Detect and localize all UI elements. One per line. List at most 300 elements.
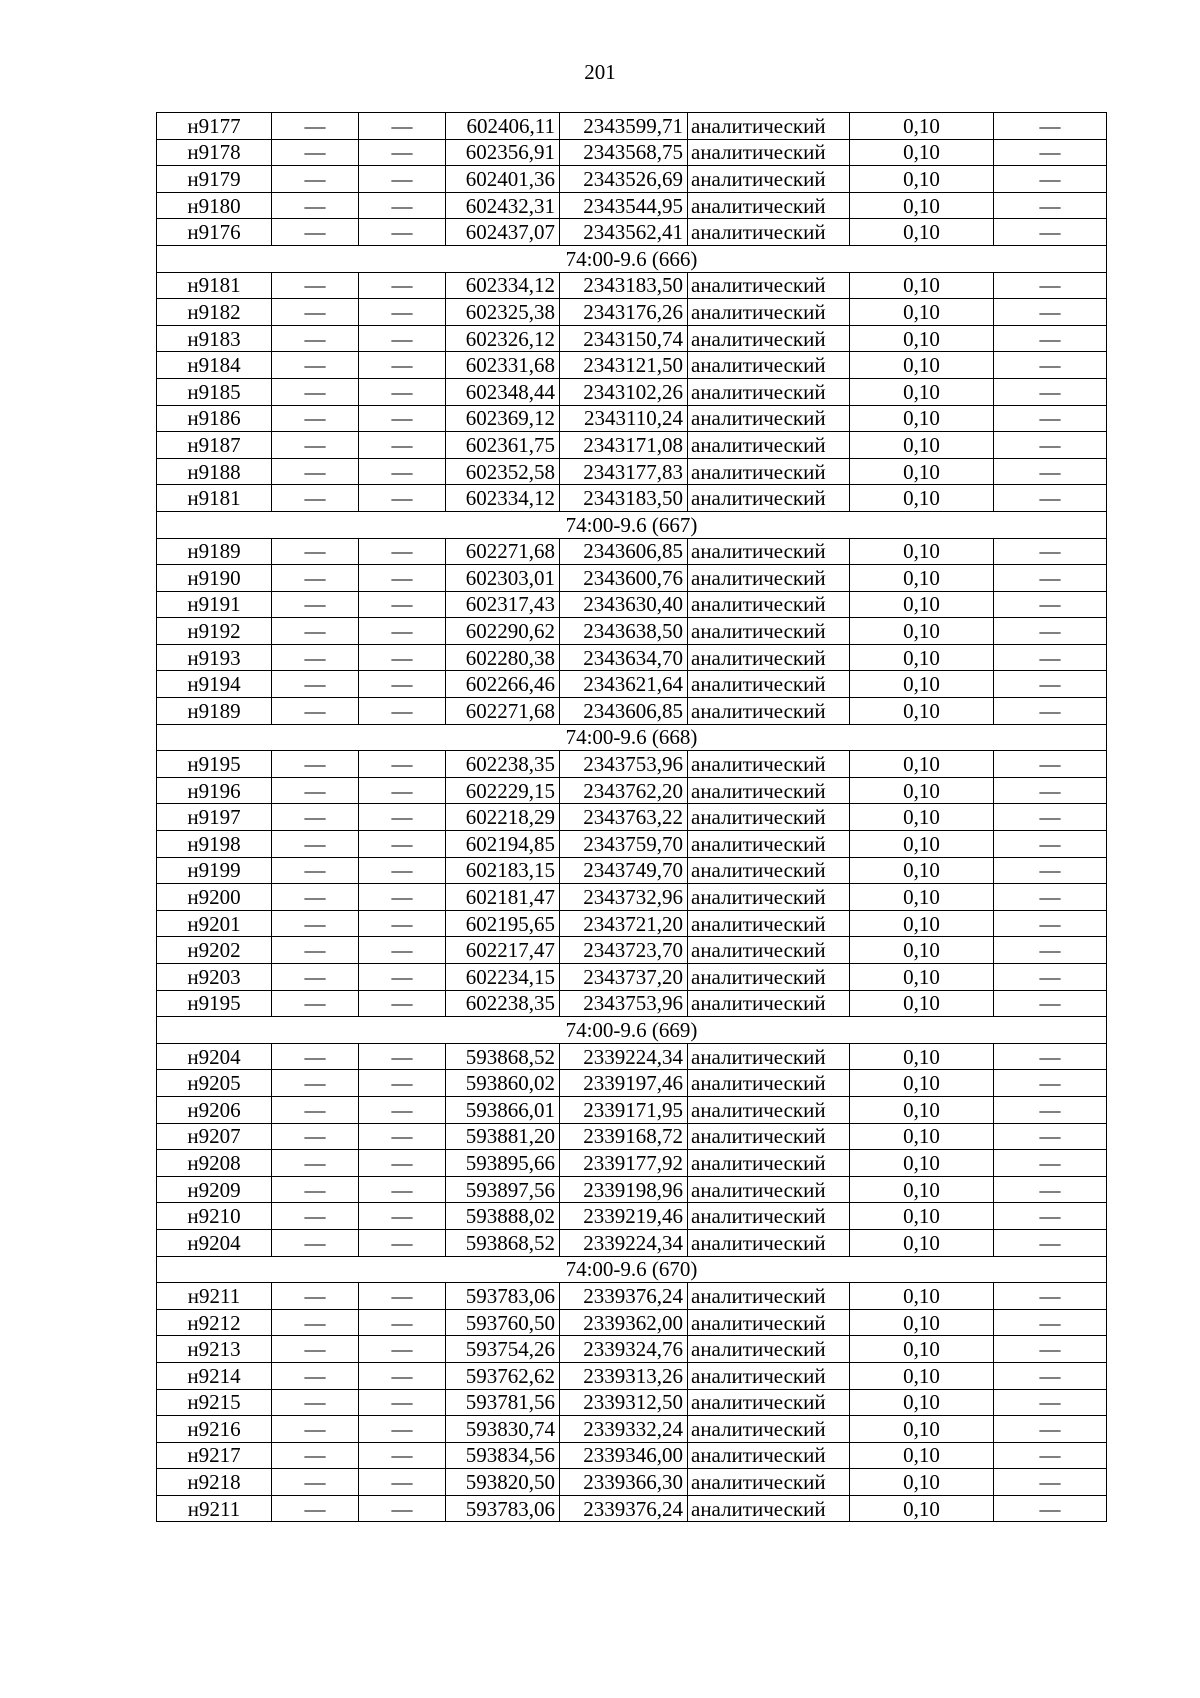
point-cell: н9181 — [157, 272, 272, 299]
dash-cell: — — [359, 405, 446, 432]
y-coordinate-cell: 2343183,50 — [560, 272, 688, 299]
dash-cell: — — [272, 325, 359, 352]
dash-cell: — — [272, 1150, 359, 1177]
dash-cell: — — [994, 378, 1107, 405]
dash-cell: — — [359, 299, 446, 326]
dash-cell: — — [272, 990, 359, 1017]
x-coordinate-cell: 593820,50 — [446, 1469, 560, 1496]
y-coordinate-cell: 2339312,50 — [560, 1389, 688, 1416]
dash-cell: — — [994, 299, 1107, 326]
accuracy-cell: 0,10 — [850, 1043, 994, 1070]
dash-cell: — — [994, 910, 1107, 937]
dash-cell: — — [994, 1416, 1107, 1443]
y-coordinate-cell: 2339324,76 — [560, 1336, 688, 1363]
point-cell: н9209 — [157, 1176, 272, 1203]
y-coordinate-cell: 2343150,74 — [560, 325, 688, 352]
x-coordinate-cell: 602334,12 — [446, 272, 560, 299]
method-cell: аналитический — [688, 671, 850, 698]
point-cell: н9205 — [157, 1070, 272, 1097]
dash-cell: — — [994, 485, 1107, 512]
accuracy-cell: 0,10 — [850, 378, 994, 405]
dash-cell: — — [272, 831, 359, 858]
table-row — [157, 910, 1107, 937]
dash-cell: — — [359, 831, 446, 858]
table-row — [157, 857, 1107, 884]
dash-cell: — — [359, 325, 446, 352]
dash-cell: — — [359, 1070, 446, 1097]
accuracy-cell: 0,10 — [850, 671, 994, 698]
x-coordinate-cell: 602238,35 — [446, 751, 560, 778]
section-header-row — [157, 724, 1107, 751]
dash-cell: — — [359, 1389, 446, 1416]
dash-cell: — — [359, 166, 446, 193]
dash-cell: — — [272, 485, 359, 512]
method-cell: аналитический — [688, 990, 850, 1017]
x-coordinate-cell: 593866,01 — [446, 1096, 560, 1123]
y-coordinate-cell: 2343721,20 — [560, 910, 688, 937]
accuracy-cell: 0,10 — [850, 1469, 994, 1496]
table-row — [157, 1495, 1107, 1522]
point-cell: н9208 — [157, 1150, 272, 1177]
accuracy-cell: 0,10 — [850, 831, 994, 858]
x-coordinate-cell: 602271,68 — [446, 698, 560, 725]
dash-cell: — — [272, 618, 359, 645]
dash-cell: — — [994, 1176, 1107, 1203]
table-row — [157, 458, 1107, 485]
accuracy-cell: 0,10 — [850, 166, 994, 193]
dash-cell: — — [272, 113, 359, 140]
y-coordinate-cell: 2343606,85 — [560, 538, 688, 565]
table-row — [157, 139, 1107, 166]
method-cell: аналитический — [688, 1495, 850, 1522]
method-cell: аналитический — [688, 698, 850, 725]
table-row — [157, 432, 1107, 459]
accuracy-cell: 0,10 — [850, 1495, 994, 1522]
method-cell: аналитический — [688, 1309, 850, 1336]
accuracy-cell: 0,10 — [850, 113, 994, 140]
dash-cell: — — [359, 139, 446, 166]
dash-cell: — — [359, 1043, 446, 1070]
point-cell: н9183 — [157, 325, 272, 352]
method-cell: аналитический — [688, 325, 850, 352]
point-cell: н9185 — [157, 378, 272, 405]
y-coordinate-cell: 2343749,70 — [560, 857, 688, 884]
y-coordinate-cell: 2339376,24 — [560, 1495, 688, 1522]
method-cell: аналитический — [688, 538, 850, 565]
accuracy-cell: 0,10 — [850, 1283, 994, 1310]
point-cell: н9218 — [157, 1469, 272, 1496]
table-row — [157, 192, 1107, 219]
dash-cell: — — [994, 777, 1107, 804]
dash-cell: — — [994, 432, 1107, 459]
dash-cell: — — [994, 139, 1107, 166]
y-coordinate-cell: 2343599,71 — [560, 113, 688, 140]
x-coordinate-cell: 593888,02 — [446, 1203, 560, 1230]
y-coordinate-cell: 2343762,20 — [560, 777, 688, 804]
point-cell: н9203 — [157, 964, 272, 991]
table-row — [157, 1469, 1107, 1496]
accuracy-cell: 0,10 — [850, 1309, 994, 1336]
method-cell: аналитический — [688, 1070, 850, 1097]
x-coordinate-cell: 593860,02 — [446, 1070, 560, 1097]
x-coordinate-cell: 602229,15 — [446, 777, 560, 804]
x-coordinate-cell: 602331,68 — [446, 352, 560, 379]
dash-cell: — — [994, 1336, 1107, 1363]
dash-cell: — — [359, 1283, 446, 1310]
table-row — [157, 1176, 1107, 1203]
point-cell: н9192 — [157, 618, 272, 645]
dash-cell: — — [272, 1469, 359, 1496]
x-coordinate-cell: 602326,12 — [446, 325, 560, 352]
x-coordinate-cell: 593762,62 — [446, 1362, 560, 1389]
x-coordinate-cell: 602432,31 — [446, 192, 560, 219]
table-row — [157, 565, 1107, 592]
point-cell: н9178 — [157, 139, 272, 166]
dash-cell: — — [359, 113, 446, 140]
point-cell: н9201 — [157, 910, 272, 937]
dash-cell: — — [994, 698, 1107, 725]
dash-cell: — — [359, 1362, 446, 1389]
dash-cell: — — [359, 1123, 446, 1150]
accuracy-cell: 0,10 — [850, 432, 994, 459]
point-cell: н9200 — [157, 884, 272, 911]
x-coordinate-cell: 593781,56 — [446, 1389, 560, 1416]
y-coordinate-cell: 2343568,75 — [560, 139, 688, 166]
method-cell: аналитический — [688, 352, 850, 379]
accuracy-cell: 0,10 — [850, 751, 994, 778]
dash-cell: — — [994, 1362, 1107, 1389]
y-coordinate-cell: 2343102,26 — [560, 378, 688, 405]
dash-cell: — — [994, 1309, 1107, 1336]
dash-cell: — — [359, 485, 446, 512]
y-coordinate-cell: 2343737,20 — [560, 964, 688, 991]
y-coordinate-cell: 2339219,46 — [560, 1203, 688, 1230]
method-cell: аналитический — [688, 618, 850, 645]
point-cell: н9211 — [157, 1283, 272, 1310]
method-cell: аналитический — [688, 804, 850, 831]
y-coordinate-cell: 2343183,50 — [560, 485, 688, 512]
table-row — [157, 1416, 1107, 1443]
accuracy-cell: 0,10 — [850, 591, 994, 618]
table-row — [157, 1070, 1107, 1097]
accuracy-cell: 0,10 — [850, 857, 994, 884]
table-row — [157, 1362, 1107, 1389]
dash-cell: — — [994, 219, 1107, 246]
table-row — [157, 1309, 1107, 1336]
dash-cell: — — [272, 352, 359, 379]
dash-cell: — — [994, 857, 1107, 884]
point-cell: н9202 — [157, 937, 272, 964]
point-cell: н9214 — [157, 1362, 272, 1389]
x-coordinate-cell: 593760,50 — [446, 1309, 560, 1336]
accuracy-cell: 0,10 — [850, 910, 994, 937]
method-cell: аналитический — [688, 272, 850, 299]
dash-cell: — — [359, 857, 446, 884]
method-cell: аналитический — [688, 485, 850, 512]
point-cell: н9193 — [157, 644, 272, 671]
accuracy-cell: 0,10 — [850, 538, 994, 565]
y-coordinate-cell: 2343753,96 — [560, 751, 688, 778]
method-cell: аналитический — [688, 751, 850, 778]
y-coordinate-cell: 2339366,30 — [560, 1469, 688, 1496]
dash-cell: — — [272, 751, 359, 778]
accuracy-cell: 0,10 — [850, 1362, 994, 1389]
dash-cell: — — [994, 1123, 1107, 1150]
accuracy-cell: 0,10 — [850, 458, 994, 485]
y-coordinate-cell: 2339168,72 — [560, 1123, 688, 1150]
section-header-row — [157, 1256, 1107, 1283]
table-row — [157, 1043, 1107, 1070]
method-cell: аналитический — [688, 113, 850, 140]
table-row — [157, 1203, 1107, 1230]
y-coordinate-cell: 2343753,96 — [560, 990, 688, 1017]
dash-cell: — — [272, 1362, 359, 1389]
x-coordinate-cell: 593783,06 — [446, 1283, 560, 1310]
section-header-row — [157, 1017, 1107, 1044]
table-row — [157, 751, 1107, 778]
accuracy-cell: 0,10 — [850, 325, 994, 352]
dash-cell: — — [994, 538, 1107, 565]
dash-cell: — — [272, 1336, 359, 1363]
dash-cell: — — [272, 405, 359, 432]
accuracy-cell: 0,10 — [850, 937, 994, 964]
section-header-row — [157, 245, 1107, 272]
table-row — [157, 113, 1107, 140]
table-row — [157, 166, 1107, 193]
x-coordinate-cell: 602194,85 — [446, 831, 560, 858]
dash-cell: — — [272, 1389, 359, 1416]
dash-cell: — — [359, 1096, 446, 1123]
method-cell: аналитический — [688, 432, 850, 459]
dash-cell: — — [359, 644, 446, 671]
accuracy-cell: 0,10 — [850, 565, 994, 592]
table-row — [157, 831, 1107, 858]
dash-cell: — — [359, 219, 446, 246]
x-coordinate-cell: 593897,56 — [446, 1176, 560, 1203]
x-coordinate-cell: 602271,68 — [446, 538, 560, 565]
x-coordinate-cell: 602290,62 — [446, 618, 560, 645]
dash-cell: — — [359, 777, 446, 804]
y-coordinate-cell: 2343763,22 — [560, 804, 688, 831]
dash-cell: — — [994, 644, 1107, 671]
accuracy-cell: 0,10 — [850, 698, 994, 725]
table-row — [157, 299, 1107, 326]
dash-cell: — — [994, 1070, 1107, 1097]
dash-cell: — — [272, 1123, 359, 1150]
y-coordinate-cell: 2343544,95 — [560, 192, 688, 219]
method-cell: аналитический — [688, 405, 850, 432]
dash-cell: — — [272, 1309, 359, 1336]
accuracy-cell: 0,10 — [850, 1229, 994, 1256]
dash-cell: — — [994, 1203, 1107, 1230]
dash-cell: — — [994, 565, 1107, 592]
method-cell: аналитический — [688, 857, 850, 884]
x-coordinate-cell: 602437,07 — [446, 219, 560, 246]
dash-cell: — — [359, 964, 446, 991]
dash-cell: — — [359, 1495, 446, 1522]
point-cell: н9179 — [157, 166, 272, 193]
dash-cell: — — [994, 1150, 1107, 1177]
page-number: 201 — [584, 60, 616, 84]
table-row — [157, 671, 1107, 698]
accuracy-cell: 0,10 — [850, 299, 994, 326]
dash-cell: — — [994, 405, 1107, 432]
x-coordinate-cell: 602406,11 — [446, 113, 560, 140]
dash-cell: — — [272, 1203, 359, 1230]
accuracy-cell: 0,10 — [850, 405, 994, 432]
table-row — [157, 219, 1107, 246]
accuracy-cell: 0,10 — [850, 485, 994, 512]
y-coordinate-cell: 2339346,00 — [560, 1442, 688, 1469]
point-cell: н9198 — [157, 831, 272, 858]
dash-cell: — — [272, 378, 359, 405]
x-coordinate-cell: 602325,38 — [446, 299, 560, 326]
accuracy-cell: 0,10 — [850, 352, 994, 379]
dash-cell: — — [272, 272, 359, 299]
y-coordinate-cell: 2343176,26 — [560, 299, 688, 326]
dash-cell: — — [994, 272, 1107, 299]
x-coordinate-cell: 593868,52 — [446, 1229, 560, 1256]
method-cell: аналитический — [688, 1362, 850, 1389]
dash-cell: — — [272, 777, 359, 804]
dash-cell: — — [359, 990, 446, 1017]
method-cell: аналитический — [688, 1096, 850, 1123]
point-cell: н9206 — [157, 1096, 272, 1123]
point-cell: н9195 — [157, 990, 272, 1017]
method-cell: аналитический — [688, 777, 850, 804]
dash-cell: — — [994, 166, 1107, 193]
table-row — [157, 325, 1107, 352]
y-coordinate-cell: 2343600,76 — [560, 565, 688, 592]
y-coordinate-cell: 2343562,41 — [560, 219, 688, 246]
dash-cell: — — [359, 565, 446, 592]
y-coordinate-cell: 2339177,92 — [560, 1150, 688, 1177]
dash-cell: — — [994, 192, 1107, 219]
dash-cell: — — [272, 1176, 359, 1203]
method-cell: аналитический — [688, 644, 850, 671]
point-cell: н9187 — [157, 432, 272, 459]
y-coordinate-cell: 2339197,46 — [560, 1070, 688, 1097]
dash-cell: — — [994, 751, 1107, 778]
point-cell: н9184 — [157, 352, 272, 379]
dash-cell: — — [994, 1495, 1107, 1522]
accuracy-cell: 0,10 — [850, 884, 994, 911]
x-coordinate-cell: 602352,58 — [446, 458, 560, 485]
method-cell: аналитический — [688, 884, 850, 911]
point-cell: н9180 — [157, 192, 272, 219]
point-cell: н9207 — [157, 1123, 272, 1150]
dash-cell: — — [359, 352, 446, 379]
table-row — [157, 698, 1107, 725]
table-row — [157, 644, 1107, 671]
dash-cell: — — [359, 1229, 446, 1256]
dash-cell: — — [994, 671, 1107, 698]
method-cell: аналитический — [688, 166, 850, 193]
accuracy-cell: 0,10 — [850, 219, 994, 246]
y-coordinate-cell: 2339224,34 — [560, 1043, 688, 1070]
dash-cell: — — [994, 990, 1107, 1017]
dash-cell: — — [359, 192, 446, 219]
method-cell: аналитический — [688, 1123, 850, 1150]
method-cell: аналитический — [688, 219, 850, 246]
dash-cell: — — [994, 1283, 1107, 1310]
point-cell: н9182 — [157, 299, 272, 326]
accuracy-cell: 0,10 — [850, 1203, 994, 1230]
dash-cell: — — [272, 964, 359, 991]
x-coordinate-cell: 602266,46 — [446, 671, 560, 698]
point-cell: н9197 — [157, 804, 272, 831]
dash-cell: — — [272, 1229, 359, 1256]
section-title: 74:00-9.6 (670) — [157, 1256, 1107, 1283]
table-row — [157, 1336, 1107, 1363]
y-coordinate-cell: 2343606,85 — [560, 698, 688, 725]
method-cell: аналитический — [688, 831, 850, 858]
dash-cell: — — [359, 458, 446, 485]
method-cell: аналитический — [688, 299, 850, 326]
y-coordinate-cell: 2343759,70 — [560, 831, 688, 858]
point-cell: н9188 — [157, 458, 272, 485]
y-coordinate-cell: 2339171,95 — [560, 1096, 688, 1123]
x-coordinate-cell: 593881,20 — [446, 1123, 560, 1150]
x-coordinate-cell: 602348,44 — [446, 378, 560, 405]
y-coordinate-cell: 2343110,24 — [560, 405, 688, 432]
x-coordinate-cell: 593868,52 — [446, 1043, 560, 1070]
x-coordinate-cell: 602183,15 — [446, 857, 560, 884]
accuracy-cell: 0,10 — [850, 1070, 994, 1097]
dash-cell: — — [994, 1389, 1107, 1416]
method-cell: аналитический — [688, 591, 850, 618]
dash-cell: — — [359, 538, 446, 565]
y-coordinate-cell: 2339224,34 — [560, 1229, 688, 1256]
accuracy-cell: 0,10 — [850, 964, 994, 991]
x-coordinate-cell: 602334,12 — [446, 485, 560, 512]
method-cell: аналитический — [688, 1150, 850, 1177]
dash-cell: — — [994, 325, 1107, 352]
dash-cell: — — [359, 1203, 446, 1230]
method-cell: аналитический — [688, 964, 850, 991]
x-coordinate-cell: 593783,06 — [446, 1495, 560, 1522]
dash-cell: — — [272, 698, 359, 725]
y-coordinate-cell: 2343638,50 — [560, 618, 688, 645]
table-row — [157, 1389, 1107, 1416]
method-cell: аналитический — [688, 1043, 850, 1070]
dash-cell: — — [994, 964, 1107, 991]
dash-cell: — — [272, 538, 359, 565]
dash-cell: — — [994, 352, 1107, 379]
dash-cell: — — [272, 139, 359, 166]
coordinates-table — [156, 112, 1107, 1522]
accuracy-cell: 0,10 — [850, 139, 994, 166]
y-coordinate-cell: 2339376,24 — [560, 1283, 688, 1310]
point-cell: н9194 — [157, 671, 272, 698]
point-cell: н9215 — [157, 1389, 272, 1416]
dash-cell: — — [272, 804, 359, 831]
accuracy-cell: 0,10 — [850, 804, 994, 831]
dash-cell: — — [359, 751, 446, 778]
accuracy-cell: 0,10 — [850, 192, 994, 219]
dash-cell: — — [272, 644, 359, 671]
method-cell: аналитический — [688, 192, 850, 219]
accuracy-cell: 0,10 — [850, 1123, 994, 1150]
x-coordinate-cell: 602361,75 — [446, 432, 560, 459]
point-cell: н9176 — [157, 219, 272, 246]
y-coordinate-cell: 2343171,08 — [560, 432, 688, 459]
section-header-row — [157, 511, 1107, 538]
dash-cell: — — [994, 1229, 1107, 1256]
y-coordinate-cell: 2343121,50 — [560, 352, 688, 379]
point-cell: н9189 — [157, 698, 272, 725]
table-row — [157, 378, 1107, 405]
